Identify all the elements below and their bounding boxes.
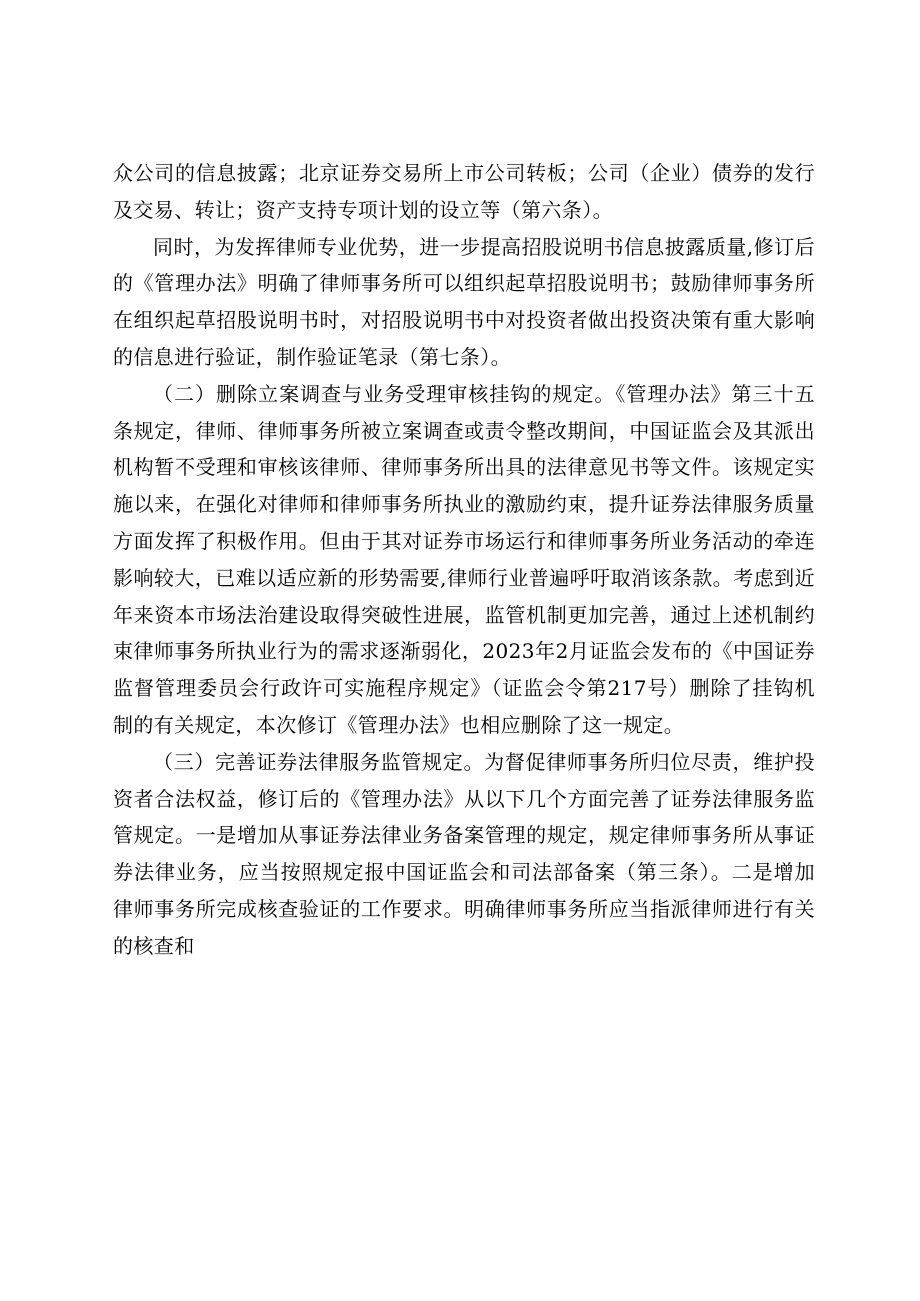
- paragraph-delete-investigation-linkage: （二）删除立案调查与业务受理审核挂钩的规定。《管理办法》第三十五条规定，律师、律师事务所被立案调查或责令整改期间，中国证监会及其派出机构暂不受理和审核该律师、律师事务所出具的法律意见书等文件。该规定实施以来，在强化对律师和律师事务所执业的激励约束，提升证券法律服务质量方面发挥了积极作用。但由于其对证券市场运行和律师事务所业务活动的牵连影响较大，已难以适应新的形势需要,律师行业普遍呼吁取消该条款。考虑到近年来资本市场法治建设取得突破性进展，监管机制更加完善，通过上述机制约束律师事务所执业行为的需求逐渐弱化，2023年2月证监会发布的《中国证券监督管理委员会行政许可实施程序规定》（证监会令第217号）删除了挂钩机制的有关规定，本次修订《管理办法》也相应删除了这一规定。: [113, 381, 815, 737]
- paragraph-prospectus-drafting: 同时，为发挥律师专业优势，进一步提高招股说明书信息披露质量,修订后的《管理办法》明确了律师事务所可以组织起草招股说明书；鼓励律师事务所在组织起草招股说明书时，对招股说明书中对投资者做出投资决策有重大影响的信息进行验证，制作验证笔录（第七条）。: [113, 234, 815, 369]
- paragraph-improve-supervision: （三）完善证券法律服务监管规定。为督促律师事务所归位尽责，维护投资者合法权益，修订后的《管理办法》从以下几个方面完善了证券法律服务监管规定。一是增加从事证券法律业务备案管理的规定，规定律师事务所从事证券法律业务，应当按照规定报中国证监会和司法部备案（第三条）。二是增加律师事务所完成核查验证的工作要求。明确律师事务所应当指派律师进行有关的核查和: [113, 749, 815, 958]
- paragraph-continued-scope: 众公司的信息披露；北京证券交易所上市公司转板；公司（企业）债券的发行及交易、转让；资产支持专项计划的设立等（第六条）。: [113, 161, 815, 222]
- document-body: [113, 155, 815, 965]
